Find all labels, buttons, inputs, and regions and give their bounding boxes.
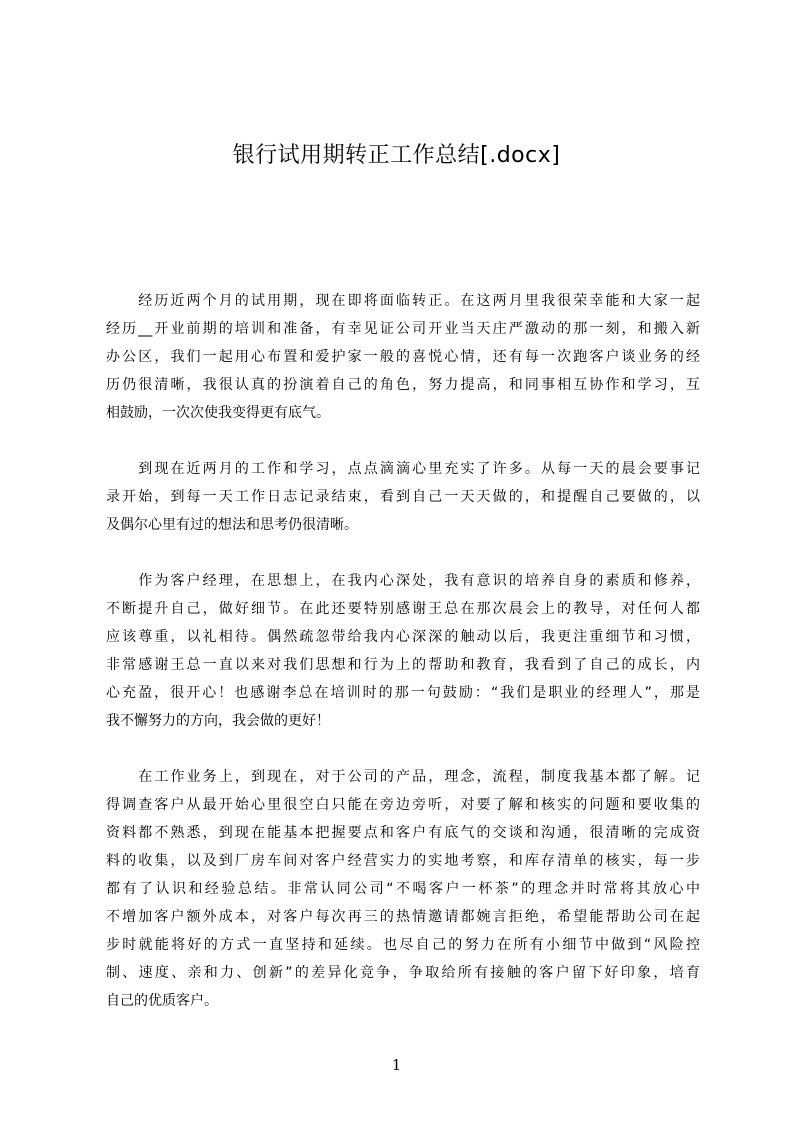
text-line: 经历__开业前期的培训和准备，有幸见证公司开业当天庄严激动的那一刻，和搬入新 <box>106 321 700 337</box>
document-body <box>106 287 700 1043</box>
text-line: 自己的优质客户。 <box>106 993 218 1009</box>
paragraph-2 <box>106 455 700 539</box>
text-line: 非常感谢王总一直以来对我们思想和行为上的帮助和教育，我看到了自己的成长，内 <box>106 657 700 673</box>
text-line: 应该尊重，以礼相待。偶然疏忽带给我内心深深的触动以后，我更注重细节和习惯， <box>106 629 700 645</box>
text-line: 录开始，到每一天工作日志记录结束，看到自己一天天做的，和提醒自己要做的，以 <box>106 489 700 505</box>
text-line: 我不懈努力的方向，我会做的更好！ <box>106 713 330 729</box>
text-line: 心充盈，很开心！也感谢李总在培训时的那一句鼓励：“我们是职业的经理人”，那是 <box>106 685 700 701</box>
text-line: 到现在近两月的工作和学习，点点滴滴心里充实了许多。从每一天的晨会要事记 <box>106 461 700 477</box>
text-line: 料的收集，以及到厂房车间对客户经营实力的实地考察，和库存清单的核实，每一步 <box>106 853 700 869</box>
text-line: 历仍很清晰，我很认真的扮演着自己的角色，努力提高，和同事相互协作和学习，互 <box>106 377 700 393</box>
text-line: 不增加客户额外成本，对客户每次再三的热情邀请都婉言拒绝，希望能帮助公司在起 <box>106 909 700 925</box>
page-number: 1 <box>391 1056 402 1074</box>
document-title: 银行试用期转正工作总结[.docx] <box>232 143 561 168</box>
paragraph-1 <box>106 287 700 427</box>
text-line: 在工作业务上，到现在，对于公司的产品，理念，流程，制度我基本都了解。记 <box>106 769 700 785</box>
text-line: 都有了认识和经验总结。非常认同公司“不喝客户一杯茶”的理念并时常将其放心中 <box>106 881 700 897</box>
paragraph-4 <box>106 763 700 1015</box>
text-line: 相鼓励，一次次使我变得更有底气。 <box>106 405 330 421</box>
text-line: 经历近两个月的试用期，现在即将面临转正。在这两月里我很荣幸能和大家一起 <box>106 293 700 309</box>
text-line: 资料都不熟悉，到现在能基本把握要点和客户有底气的交谈和沟通，很清晰的完成资 <box>106 825 700 841</box>
text-line: 不断提升自己，做好细节。在此还要特别感谢王总在那次晨会上的教导，对任何人都 <box>106 601 700 617</box>
paragraph-3 <box>106 567 700 735</box>
text-line: 步时就能将好的方式一直坚持和延续。也尽自己的努力在所有小细节中做到“风险控 <box>106 937 700 953</box>
text-line: 制、速度、亲和力、创新”的差异化竞争，争取给所有接触的客户留下好印象，培育 <box>106 965 700 981</box>
text-line: 及偶尔心里有过的想法和思考仍很清晰。 <box>106 517 358 533</box>
text-line: 得调查客户从最开始心里很空白只能在旁边旁听，对要了解和核实的问题和要收集的 <box>106 797 700 813</box>
text-line: 办公区，我们一起用心布置和爱护家一般的喜悦心情，还有每一次跑客户谈业务的经 <box>106 349 700 365</box>
text-line: 作为客户经理，在思想上，在我内心深处，我有意识的培养自身的素质和修养， <box>106 573 700 589</box>
